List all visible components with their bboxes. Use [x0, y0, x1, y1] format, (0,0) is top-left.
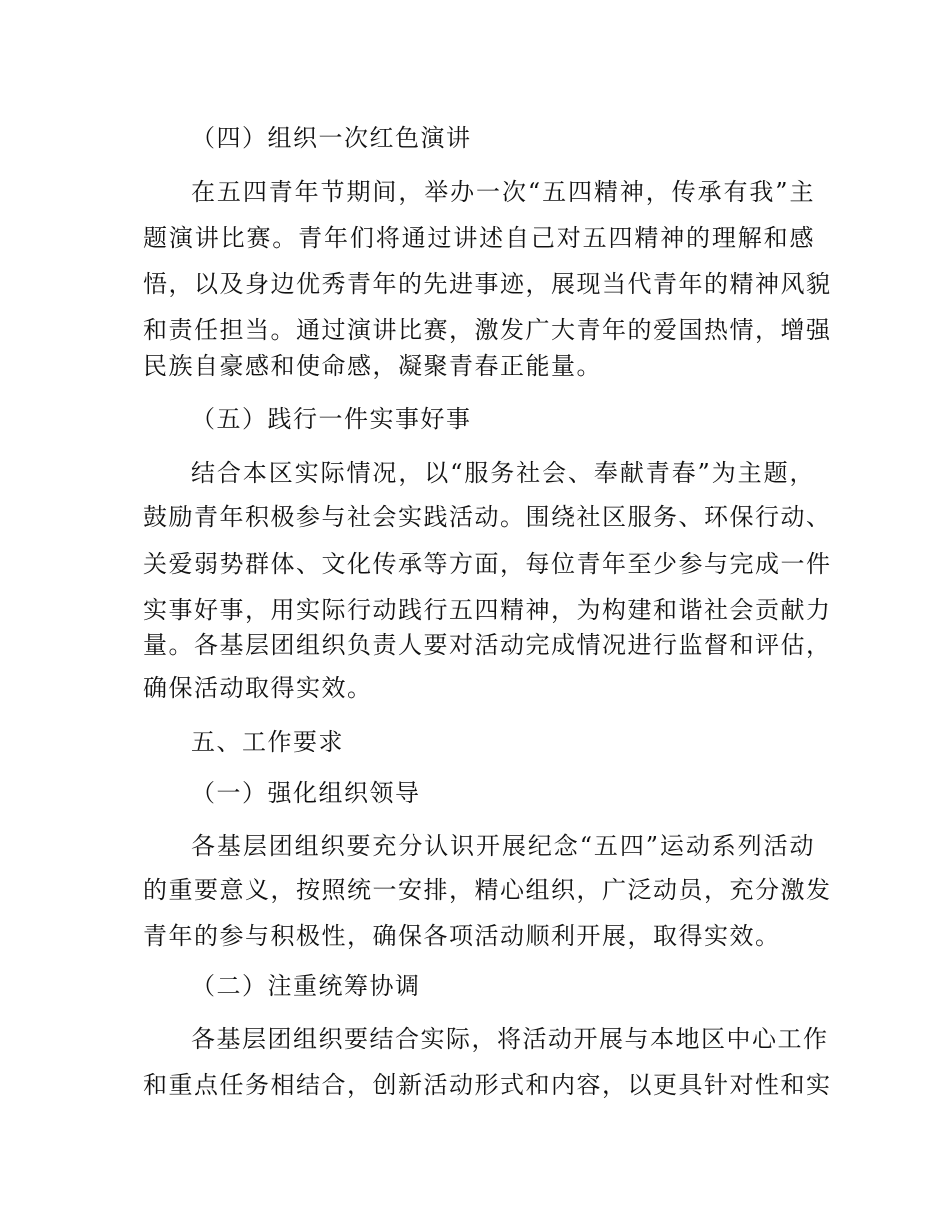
paragraph-line: 结合本区实际情况，以“服务社会、奉献青春”为主题， [191, 459, 815, 487]
heading-practice-good-deed: （五）践行一件实事好事 [191, 405, 472, 433]
paragraph-line: 鼓励青年积极参与社会实践活动。围绕社区服务、环保行动、 [143, 503, 832, 531]
section-heading-work-requirements: 五、工作要求 [191, 728, 344, 756]
paragraph-line: 和责任担当。通过演讲比赛，激发广大青年的爱国热情，增强 [143, 316, 832, 344]
paragraph-line: 民族自豪感和使命感，凝聚青春正能量。 [143, 352, 602, 380]
paragraph-line: 实事好事，用实际行动践行五四精神，为构建和谐社会贡献力 [143, 596, 832, 624]
paragraph-line: 关爱弱势群体、文化传承等方面，每位青年至少参与完成一件 [143, 550, 832, 578]
paragraph-line: 各基层团组织要充分认识开展纪念“五四”运动系列活动 [191, 832, 815, 860]
paragraph-line: 的重要意义，按照统一安排，精心组织，广泛动员，充分激发 [143, 876, 832, 904]
paragraph-line: 各基层团组织要结合实际，将活动开展与本地区中心工作 [191, 1025, 829, 1053]
heading-organize-red-speech: （四）组织一次红色演讲 [191, 124, 472, 152]
heading-coordination: （二）注重统筹协调 [191, 972, 421, 1000]
paragraph-line: 在五四青年节期间，举办一次“五四精神，传承有我”主 [191, 178, 815, 206]
heading-strengthen-leadership: （一）强化组织领导 [191, 779, 421, 807]
paragraph-line: 量。各基层团组织负责人要对活动完成情况进行监督和评估， [143, 631, 832, 659]
paragraph-line: 青年的参与积极性，确保各项活动顺利开展，取得实效。 [143, 922, 781, 950]
paragraph-line: 悟，以及身边优秀青年的先进事迹，展现当代青年的精神风貌 [143, 270, 832, 298]
paragraph-line: 题演讲比赛。青年们将通过讲述自己对五四精神的理解和感 [143, 224, 815, 252]
paragraph-line: 确保活动取得实效。 [143, 674, 373, 702]
paragraph-line: 和重点任务相结合，创新活动形式和内容，以更具针对性和实 [143, 1071, 832, 1099]
